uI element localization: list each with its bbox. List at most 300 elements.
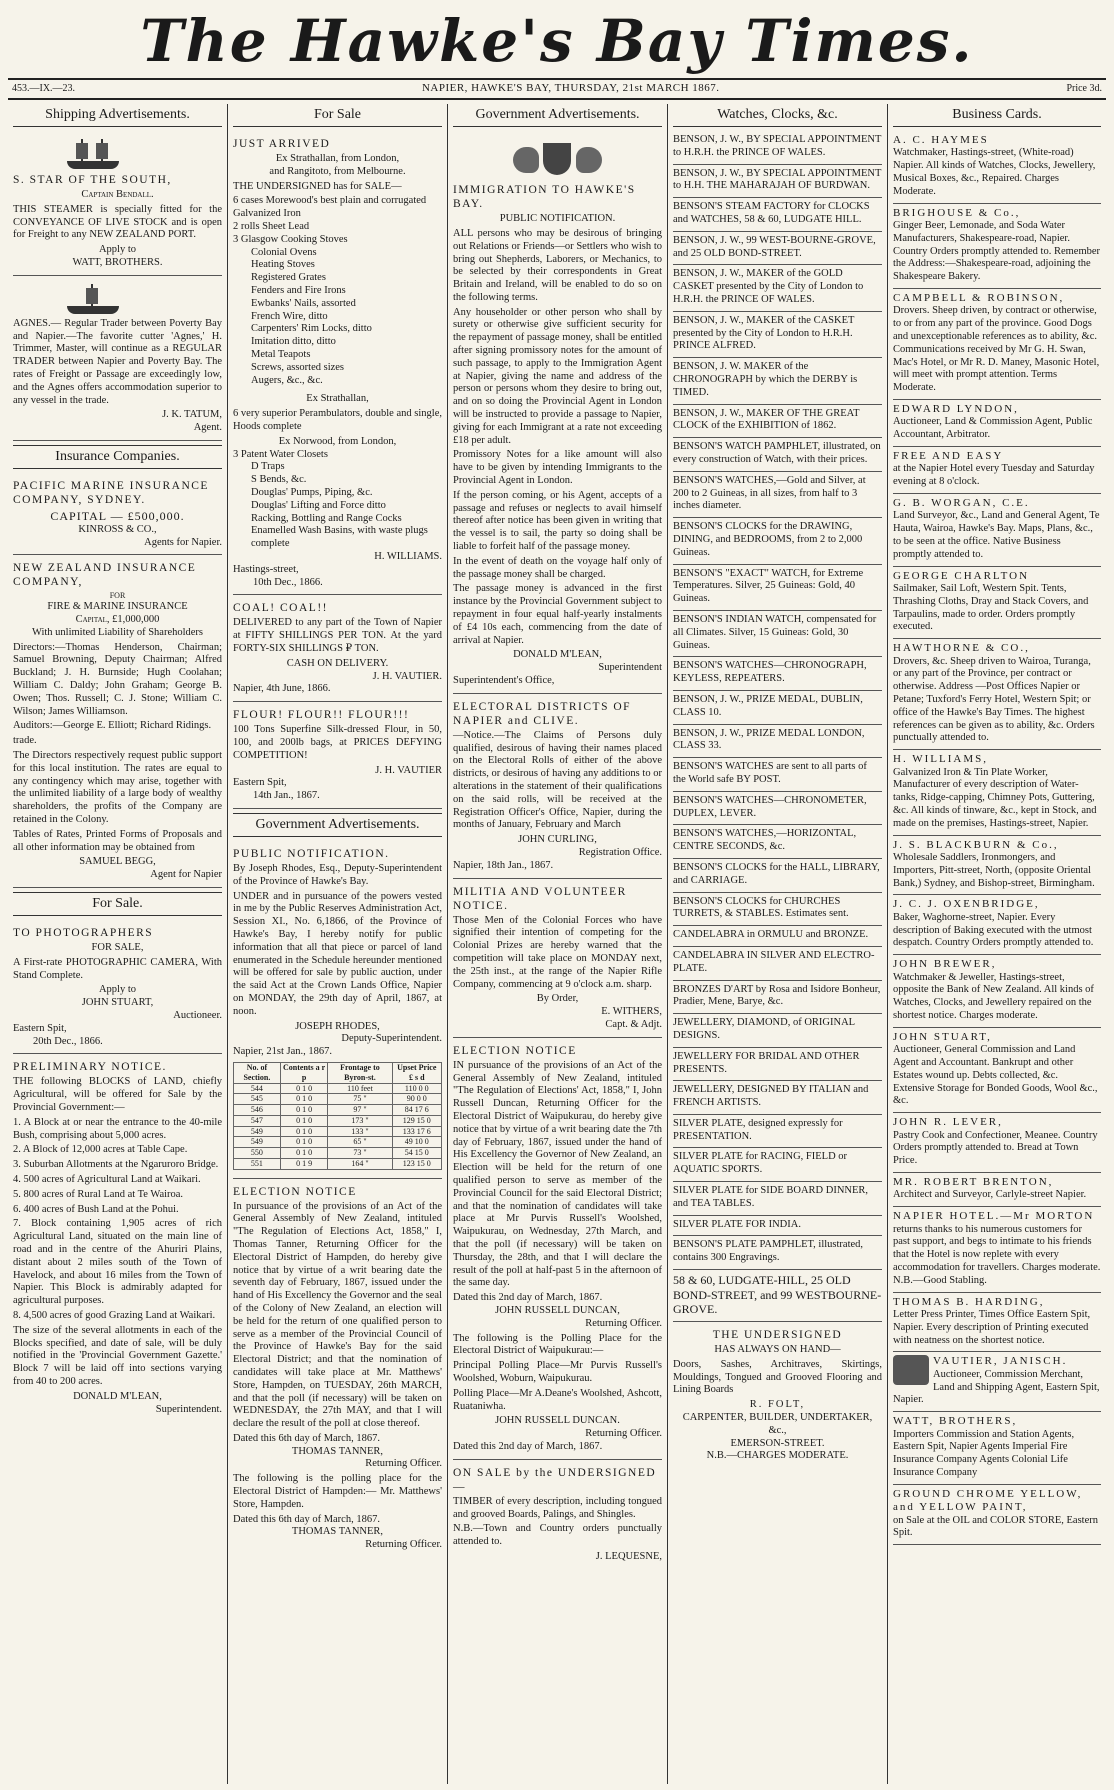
table-cell: 0 1 9 xyxy=(280,1158,328,1169)
watch-ad: BENSON'S WATCH PAMPHLET, illustrated, on every construction of Watch, with their prices. xyxy=(673,438,882,472)
columns xyxy=(8,104,1106,1784)
ad-title: MILITIA AND VOLUNTEER NOTICE. xyxy=(453,885,627,912)
masthead-title: The Hawke's Bay Times. xyxy=(140,7,974,75)
ad-body: Those Men of the Colonial Forces who have signified their intention of competing for the Colonial Prizes are hereby warned that the competition will take place on MONDAY next, the 25th inst., at the range of the Napier Rifle Company, commencing at 9 o'clock a.m. sharp. xyxy=(453,914,662,990)
ad-electoral-districts xyxy=(453,694,662,879)
ad-sign: J. K. TATUM, xyxy=(162,409,222,421)
card-name: FREE AND EASY xyxy=(893,450,1004,463)
table-cell: 551 xyxy=(234,1158,281,1169)
watch-ad: BENSON'S CLOCKS for CHURCHES TURRETS, & STABLES. Estimates sent. xyxy=(673,893,882,927)
card-name: GEORGE CHARLTON xyxy=(893,569,1030,582)
ad-preliminary-notice xyxy=(13,1054,222,1421)
watch-ad: JEWELLERY FOR BRIDAL AND OTHER PRESENTS. xyxy=(673,1048,882,1082)
card-name: JOHN R. LEVER, xyxy=(893,1116,1003,1129)
ad-body: —Notice.—The Claims of Persons duly qualified, desirous of having their names placed on the Electoral Rolls of either of the above districts, or desirous of having any additions to or alterations in the statement of their qualifications on the said rolls, will be received at the Registration Officer's Office, Napier, during the months of January, February and March xyxy=(453,729,662,831)
ad-sign: DONALD M'LEAN, xyxy=(73,1390,162,1402)
ad-body: IN pursuance of the provisions of an Act of the General Assembly of New Zealand, intituled "The Regulation of Elections' Act, 1858," I, John Russell Duncan, Returning Officer for the Electoral District of Waipukurau, do hereby give notice that by virtue of a writ bearing date the 7th day of February, 1867, issued under the hand of His Excellency the Governor of New Zealand, an Election will be held for the return of one qualified person to serve as member of the Provincial Council for the said Electoral District; and that the nomination of candidates will take place at Mr Purvis Russell's Woolshed, Waipukurau, on Wednesday, 27th March, and that the poll (if necessary) will be taken on Thursday, the 28th, and that I will declare the result of the poll at half-past 5 in the afternoon of the same day. xyxy=(453,1059,662,1289)
list-item: Douglas' Pumps, Piping, &c. xyxy=(251,487,373,499)
ad-capital: Capital, £1,000,000 xyxy=(75,613,160,625)
card-body: Wholesale Saddlers, Ironmongers, and Importers, Pitt-street, North, (opposite Oriental Bank,) Sydney, and Bishop-street, Birmingham. xyxy=(893,852,1095,889)
card-body: Watchmaker, Hastings-street, (White-road) Napier. All kinds of Watches, Clocks, Jewellery, Musical Boxes, &c., Repaired. Charges Moderate. xyxy=(893,147,1096,197)
table-header: Upset Price £ s d xyxy=(392,1063,441,1084)
table-cell: 0 1 0 xyxy=(280,1083,328,1094)
list-item: 3 Glasgow Cooking Stoves xyxy=(233,233,348,245)
watch-ad: BENSON'S CLOCKS for the DRAWING, DINING, and BEDROOMS, from 2 to 2,000 Guineas. xyxy=(673,518,882,564)
ad-line: Ex Strathallan, from London, xyxy=(275,153,400,165)
ad-title: PRELIMINARY NOTICE. xyxy=(13,1061,167,1074)
card-body: Ginger Beer, Lemonade, and Soda Water Manufacturers, Shakespeare-road, Napier. Country Orders promptly attended to. Remember the Address:—Shakespeare-road, adjoining the Shakespeare Bakery. xyxy=(893,220,1101,283)
section-heading-for-sale: For Sale xyxy=(233,104,442,127)
table-row xyxy=(234,1105,442,1116)
ad-title: S. STAR OF THE SOUTH, xyxy=(13,174,172,187)
ad-body: 100 Tons Superfine Silk-dressed Flour, in 50, 100, and 200lb bags, at PRICES DEFYING COMPETITION! xyxy=(233,724,442,761)
card-name: A. C. HAYMES xyxy=(893,134,989,147)
ad-star-of-the-south xyxy=(13,131,222,276)
section-heading-government: Government Advertisements. xyxy=(233,813,442,837)
ad-sign: THOMAS TANNER, xyxy=(291,1445,384,1457)
ad-title: NEW ZEALAND INSURANCE COMPANY, xyxy=(13,562,197,589)
watch-ad: BENSON'S PLATE PAMPHLET, illustrated, contains 300 Engravings. xyxy=(673,1236,882,1270)
dateline xyxy=(8,78,1106,100)
ad-body: DELIVERED to any part of the Town of Napier at FIFTY SHILLINGS PER TON. At the yard FORTY-SIX SHILLINGS ₽ TON. xyxy=(233,617,442,654)
ad-polling: The following is the Polling Place for the Electoral District of Waipukurau:— xyxy=(453,1332,662,1357)
ad-agent: WATT, BROTHERS. xyxy=(72,257,163,269)
ad-line: Ex Strathallan, xyxy=(306,393,369,405)
issue-number: 453.—IX.—23. xyxy=(12,82,76,94)
table-row xyxy=(234,1126,442,1137)
table-cell: 65 " xyxy=(328,1137,392,1148)
business-card xyxy=(893,289,1101,400)
ad-sub: FIRE & MARINE INSURANCE xyxy=(47,601,188,613)
ad-paragraph: Polling Place—Mr A.Deane's Woolshed, Ashcott, Ruataniwha. xyxy=(453,1387,662,1412)
ad-polling: The following is the polling place for the Electoral District of Hampden:— Mr. Matthews' Store, Hampden. xyxy=(233,1473,442,1510)
business-card xyxy=(893,1207,1101,1292)
card-body: Auctioneer, Commission Merchant, Land and Shipping Agent, Eastern Spit, Napier. xyxy=(893,1368,1100,1406)
ad-date: Napier, 4th June, 1866. xyxy=(233,683,331,695)
ad-title: PACIFIC MARINE INSURANCE COMPANY, SYDNEY. xyxy=(13,480,209,507)
business-card xyxy=(893,1352,1101,1412)
card-name: J. C. J. OXENBRIDGE, xyxy=(893,898,1040,911)
business-card xyxy=(893,639,1101,750)
table-cell: 110 0 0 xyxy=(392,1083,441,1094)
ad-nb: N.B.—CHARGES MODERATE. xyxy=(706,1450,849,1462)
ad-dated: Dated this 2nd day of March, 1867. xyxy=(453,1292,603,1304)
ad-title: IMMIGRATION TO HAWKE'S BAY. xyxy=(453,184,636,211)
watch-ad: JEWELLERY, DIAMOND, of ORIGINAL DESIGNS. xyxy=(673,1014,882,1048)
card-body: Baker, Waghorne-street, Napier. Every description of Baking executed with the utmost despatch. Country Orders promptly attended to. xyxy=(893,911,1094,949)
ad-role: Agents for Napier. xyxy=(144,536,222,548)
table-cell: 0 1 0 xyxy=(280,1105,328,1116)
ad-sign: JOHN RUSSELL DUNCAN, xyxy=(495,1304,620,1316)
table-row xyxy=(234,1148,442,1159)
watch-ad: JEWELLERY, DESIGNED BY ITALIAN and FRENCH ARTISTS. xyxy=(673,1081,882,1115)
table-cell: 133 17 6 xyxy=(392,1126,441,1137)
column-3 xyxy=(448,104,668,1784)
ad-body: Doors, Sashes, Architraves, Skirtings, Mouldings, Tongued and Grooved Flooring and Lining Boards xyxy=(673,1358,882,1396)
schedule-table xyxy=(233,1062,442,1170)
ad-name: R. FOLT, xyxy=(749,1399,806,1411)
table-cell: 73 " xyxy=(328,1148,392,1159)
business-card xyxy=(893,955,1101,1028)
table-header: No. of Section. xyxy=(234,1063,281,1084)
table-cell: 0 1 0 xyxy=(280,1148,328,1159)
ad-paragraph: In the event of death on the voyage half only of the passage money shall be charged. xyxy=(453,555,662,580)
table-row xyxy=(234,1158,442,1169)
watch-ad: BENSON'S WATCHES,—Gold and Silver, at 200 to 2 Guineas, in all sizes, from half to 3 inches diameter. xyxy=(673,472,882,518)
ad-title: ON SALE by the UNDERSIGNED— xyxy=(453,1466,657,1493)
table-row xyxy=(234,1094,442,1105)
watch-ad: BENSON'S CLOCKS for the HALL, LIBRARY, and CARRIAGE. xyxy=(673,859,882,893)
card-body: Pastry Cook and Confectioner, Meanee. Country Orders promptly attended to. Bread at Town Price. xyxy=(893,1129,1098,1167)
ad-sign: DONALD M'LEAN, xyxy=(513,649,602,661)
ad-trade: CARPENTER, BUILDER, UNDERTAKER, &c., xyxy=(682,1411,873,1436)
ad-agnes xyxy=(13,276,222,441)
business-card xyxy=(893,1113,1101,1173)
table-cell: 550 xyxy=(234,1148,281,1159)
table-cell: 54 15 0 xyxy=(392,1148,441,1159)
price: Price 3d. xyxy=(1066,82,1102,94)
table-cell: 123 15 0 xyxy=(392,1158,441,1169)
card-name: NAPIER HOTEL.—Mr MORTON xyxy=(893,1210,1095,1223)
ad-place: Eastern Spit, xyxy=(233,777,287,789)
watch-ad: BENSON'S "EXACT" WATCH, for Extreme Temperatures. Silver, 25 Guineas: Gold, 40 Guineas. xyxy=(673,565,882,611)
section-heading-watches: Watches, Clocks, &c. xyxy=(673,104,882,127)
list-item: Ewbanks' Nails, assorted xyxy=(251,297,356,309)
table-header: Contents a r p xyxy=(280,1063,328,1084)
ad-title: FLOUR! FLOUR!! FLOUR!!! xyxy=(233,709,410,722)
list-item: Carpenters' Rim Locks, ditto xyxy=(251,323,372,335)
ad-just-arrived xyxy=(233,131,442,595)
card-body: Auctioneer, General Commission and Land Agent and Accountant. Bankrupt and other Estates wound up. Debts collected, &c. Extensive Storage for Bonded Goods, Wool &c., &c. xyxy=(893,1044,1098,1107)
card-name: VAUTIER, JANISCH. xyxy=(933,1355,1068,1368)
ad-title: PUBLIC NOTIFICATION. xyxy=(233,848,390,861)
column-1 xyxy=(8,104,228,1784)
ad-intro: THE following BLOCKS of LAND, chiefly Agricultural, will be offered for Sale by the Provincial Government:— xyxy=(13,1076,222,1113)
ad-sign: J. H. VAUTIER xyxy=(375,764,442,776)
ad-trade: trade. xyxy=(13,735,37,747)
card-name: H. WILLIAMS, xyxy=(893,753,988,766)
business-card xyxy=(893,1293,1101,1353)
business-card xyxy=(893,204,1101,289)
ad-role: Registration Office. xyxy=(578,847,662,858)
ad-new-zealand-insurance xyxy=(13,555,222,888)
ad-sub: PUBLIC NOTIFICATION. xyxy=(499,213,616,225)
card-body: Sailmaker, Sail Loft, Western Spit. Tents, Thrashing Cloths, Dray and Stack Covers, and Tarpaulins, made to order. Orders promptly executed. xyxy=(893,583,1089,633)
column-4 xyxy=(668,104,888,1784)
ad-captain: Captain Bendall. xyxy=(81,189,154,201)
ad-timber xyxy=(453,1460,662,1569)
date-place: NAPIER, HAWKE'S BAY, THURSDAY, 21st MARCH 1867. xyxy=(421,82,720,95)
watch-ad: BENSON, J. W., MAKER of the GOLD CASKET presented by the City of London to H.R.H. the PRINCE OF WALES. xyxy=(673,265,882,311)
list-item: Registered Grates xyxy=(251,272,326,284)
ad-apply: Apply to xyxy=(98,984,137,996)
list-item: Augers, &c., &c. xyxy=(251,374,323,386)
list-item: 2 rolls Sheet Lead xyxy=(233,221,310,233)
ad-sign: E. WITHERS, xyxy=(601,1006,662,1018)
watch-ad: BENSON, J. W., MAKER of the CASKET presented by the City of London to H.R.H. PRINCE ALFRED. xyxy=(673,312,882,358)
ad-paragraph: The passage money is advanced in the first instance by the Provincial Government subject to repayment in four equal half-yearly instalments of £4 10s each, commencing from the date of arrival at Napier. xyxy=(453,583,662,646)
watch-ad: SILVER PLATE, designed expressly for PRESENTATION. xyxy=(673,1115,882,1149)
list-item: 2. A Block of 12,000 acres at Table Cape. xyxy=(13,1144,188,1156)
table-row xyxy=(234,1083,442,1094)
ad-sign: J. LEQUESNE, xyxy=(595,1550,662,1562)
list-item: 3. Suburban Allotments at the Ngaruroro Bridge. xyxy=(13,1159,219,1171)
table-cell: 545 xyxy=(234,1094,281,1105)
ad-sub: FOR SALE, xyxy=(91,941,144,953)
watch-ad: BENSON, J. W., PRIZE MEDAL, DUBLIN, CLASS 10. xyxy=(673,691,882,725)
watch-ad: BENSON, J. W., MAKER OF THE GREAT CLOCK of the EXHIBITION of 1862. xyxy=(673,405,882,439)
ad-paragraph: Any householder or other person who shall by surety or otherwise give sufficient security for the repayment of passage money, shall be entitled after signing promissory notes for the amount of such passage, to apply to the Immigration Agent at Napier, giving the name and address of the person or persons whom they desire to bring out, and on so doing the Provincial Agent in London will be instructed to provide a passage to Napier, giving for each Immigrant at a rate not exceeding £18 per adult. xyxy=(453,306,662,446)
business-card xyxy=(893,447,1101,494)
ad-title: ELECTION NOTICE xyxy=(233,1185,357,1198)
ad-place: Eastern Spit, xyxy=(13,1022,67,1034)
ad-pacific-marine xyxy=(13,473,222,555)
watch-ad: CANDELABRA IN SILVER AND ELECTRO-PLATE. xyxy=(673,947,882,981)
ad-place: Hastings-street, xyxy=(233,563,299,575)
card-name: JOHN STUART, xyxy=(893,1030,992,1043)
business-card xyxy=(893,400,1101,447)
table-cell: 0 1 0 xyxy=(280,1137,328,1148)
ad-agent: SAMUEL BEGG, xyxy=(79,856,156,868)
business-card xyxy=(893,567,1101,640)
ad-sign: J. H. VAUTIER. xyxy=(372,670,442,682)
ad-date: 14th Jan., 1867. xyxy=(253,790,320,802)
list-item: Enamelled Wash Basins, with waste plugs complete xyxy=(251,525,428,550)
list-item: French Wire, ditto xyxy=(251,310,328,322)
ad-body: 6 very superior Perambulators, double and single, Hoods complete xyxy=(233,408,442,433)
card-body: Drovers, &c. Sheep driven to Wairoa, Turanga, or any part of the Province, per contract or otherwise. Address —Post Offices Napier or Petane; Tuxford's Ferry Hotel, Western Spit; or office of the Hawke's Bay Times. The highest references can be given as to ability, &c. Orders punctually attended to. xyxy=(893,655,1095,744)
section-heading-business-cards: Business Cards. xyxy=(893,104,1101,127)
column-5 xyxy=(888,104,1106,1784)
watch-ad-address: 58 & 60, LUDGATE-HILL, 25 OLD BOND-STREET, and 99 WESTBOURNE-GROVE. xyxy=(673,1270,882,1322)
card-name: MR. ROBERT BRENTON, xyxy=(893,1175,1054,1188)
ad-tables: Tables of Rates, Printed Forms of Proposals and all other information may be obtained from xyxy=(13,828,222,853)
ship-icon xyxy=(63,282,123,316)
ad-flour xyxy=(233,702,442,809)
watch-ad: SILVER PLATE for RACING, FIELD or AQUATIC SPORTS. xyxy=(673,1148,882,1182)
ad-intro: THE UNDERSIGNED has for SALE— xyxy=(233,180,402,192)
watch-ad: BENSON'S WATCHES—CHRONOMETER, DUPLEX, LEVER. xyxy=(673,792,882,826)
list-item: 7. Block containing 1,905 acres of rich Agricultural Land, situated on the main line of road and in the centre of the Ahuriri Plains, distant about 2 miles south of the Town of Havelock, and about 16 miles from the Town of Napier. This Block is admirably adapted for agricultural purposes. xyxy=(13,1218,222,1307)
table-cell: 549 xyxy=(234,1137,281,1148)
ad-capital: CAPITAL — £500,000. xyxy=(50,509,185,524)
business-card xyxy=(893,750,1101,835)
card-body: Land Surveyor, &c., Land and General Agent, Te Hauta, Wairoa, Hawke's Bay. Maps, Plans, &c., to be seen at the office. Native Business promptly attended to. xyxy=(893,510,1100,560)
watch-ad: BENSON, J. W., PRIZE MEDAL LONDON, CLASS 33. xyxy=(673,725,882,759)
ad-body: THIS STEAMER is specially fitted for the CONVEYANCE OF LIVE STOCK and is open for Freight to any NEW ZEALAND PORT. xyxy=(13,203,222,241)
list-item: Colonial Ovens xyxy=(251,246,317,258)
ad-sign: JOHN RUSSELL DUNCAN. xyxy=(495,1415,620,1427)
table-cell: 544 xyxy=(234,1083,281,1094)
ad-paragraph: ALL persons who may be desirous of bringing out Relations or Friends—or Settlers who wish to bring out Shepherds, Laborers, or Mechanics, to be selected by their correspondents in Great Britain and Ireland, will be enabled to do so on the following terms. xyxy=(453,227,662,303)
watch-ad: BENSON, J. W., 99 WEST-BOURNE-GROVE, and 25 OLD BOND-STREET. xyxy=(673,232,882,266)
ad-folt xyxy=(673,1322,882,1468)
ad-title: ELECTION NOTICE xyxy=(453,1044,577,1057)
table-cell: 164 " xyxy=(328,1158,392,1169)
watch-ad: BENSON'S INDIAN WATCH, compensated for all Climates. Silver, 15 Guineas: Gold, 30 Guineas. xyxy=(673,611,882,657)
watch-ad: SILVER PLATE for SIDE BOARD DINNER, and TEA TABLES. xyxy=(673,1182,882,1216)
table-cell: 0 1 0 xyxy=(280,1126,328,1137)
section-heading-shipping: Shipping Advertisements. xyxy=(13,104,222,127)
royal-crest-icon xyxy=(498,139,618,179)
table-row xyxy=(234,1115,442,1126)
card-body: at the Napier Hotel every Tuesday and Saturday evening at 8 o'clock. xyxy=(893,463,1095,488)
watch-ad: BENSON'S STEAM FACTORY for CLOCKS and WATCHES, 58 & 60, LUDGATE HILL. xyxy=(673,198,882,232)
ad-line: Ex Norwood, from London, xyxy=(278,435,397,447)
ad-dated: Dated this 6th day of March, 1867. xyxy=(233,1432,380,1444)
ad-role: Superintendent. xyxy=(155,1403,222,1415)
card-name: G. B. WORGAN, C.E. xyxy=(893,497,1030,510)
watch-ad: BRONZES D'ART by Rosa and Isidore Bonheur, Pradier, Mene, Barye, &c. xyxy=(673,981,882,1015)
ad-sign: JOSEPH RHODES, xyxy=(295,1020,380,1032)
list-item: 5. 800 acres of Rural Land at Te Wairoa. xyxy=(13,1188,184,1200)
section-heading-government: Government Advertisements. xyxy=(453,104,662,127)
table-cell: 173 " xyxy=(328,1115,392,1126)
business-card xyxy=(893,1412,1101,1485)
ad-liability: With unlimited Liability of Shareholders xyxy=(31,626,204,638)
ad-body: The Directors respectively request public support for this local institution. The rates are equal to any contingency which may arise, together with the unlimited liability of a large body of wealthy shareholders, the profits of the Company are retained in the Colony. xyxy=(13,749,222,825)
ad-coal xyxy=(233,595,442,702)
card-name: GROUND CHROME YELLOW, and YELLOW PAINT, xyxy=(893,1487,1083,1514)
list-item: 3 Patent Water Closets xyxy=(233,448,328,460)
watch-ad: SILVER PLATE FOR INDIA. xyxy=(673,1216,882,1237)
ad-role: Agent for Napier xyxy=(150,869,222,881)
business-card xyxy=(893,1485,1101,1545)
ad-militia xyxy=(453,879,662,1038)
table-cell: 49 10 0 xyxy=(392,1137,441,1148)
card-body: Auctioneer, Land & Commission Agent, Public Accountant, Arbitrator. xyxy=(893,416,1093,441)
table-header: Frontage to Byron-st. xyxy=(328,1063,392,1084)
ad-date: Napier, 21st Jan., 1867. xyxy=(233,1046,333,1058)
ad-photographers xyxy=(13,920,222,1054)
ad-dated: Dated this 6th day of March, 1867. xyxy=(233,1513,380,1525)
section-heading-for-sale: For Sale. xyxy=(13,892,222,916)
list-item: Screws, assorted sizes xyxy=(251,361,345,373)
ad-nb: N.B.—Town and Country orders punctually attended to. xyxy=(453,1523,662,1548)
list-item: 4. 500 acres of Agricultural Land at Waikari. xyxy=(13,1173,201,1185)
card-name: WATT, BROTHERS, xyxy=(893,1415,1018,1428)
section-heading-insurance: Insurance Companies. xyxy=(13,445,222,469)
ad-role: Returning Officer. xyxy=(365,1458,442,1470)
ad-apply: Apply to xyxy=(98,244,137,256)
card-body: Watchmaker & Jeweller, Hastings-street, opposite the Bank of New Zealand. All kinds of Watches, Clocks, and Jewellery repaired on the shortest notice. Charges moderate. xyxy=(893,971,1094,1021)
ad-dated: Dated this 2nd day of March, 1867. xyxy=(453,1440,603,1452)
list-item: Douglas' Lifting and Force ditto xyxy=(251,499,386,511)
ad-title: TO PHOTOGRAPHERS xyxy=(13,926,154,939)
table-cell: 97 " xyxy=(328,1105,392,1116)
business-card xyxy=(893,131,1101,204)
table-cell: 110 feet xyxy=(328,1083,392,1094)
column-2 xyxy=(228,104,448,1784)
card-name: CAMPBELL & ROBINSON, xyxy=(893,292,1065,305)
ad-date: 10th Dec., 1866. xyxy=(253,576,323,588)
ad-title: ELECTORAL DISTRICTS OF NAPIER and CLIVE. xyxy=(453,700,632,727)
card-body: on Sale at the OIL and COLOR STORE, Eastern Spit. xyxy=(893,1514,1099,1539)
ad-paragraph: Promissory Notes for a like amount will also have to be given by intending Immigrants to the Provincial Agent in London. xyxy=(453,449,662,487)
ad-by: By Joseph Rhodes, Esq., Deputy-Superintendent of the Province of Hawke's Bay. xyxy=(233,863,442,887)
table-cell: 133 " xyxy=(328,1126,392,1137)
ad-body: UNDER and in pursuance of the powers vested in me by the Public Reserves Administration Act, Session XI., No. 6,1866, of the Province of Hawke's Bay, I hereby notify for public information that all that piece or parcel of land enumerated in the Schedule hereunder mentioned will be offered for sale by public auction, under the said Act at the Crown Lands Office, Napier on MONDAY, the 29th day of April, 1867, at noon. xyxy=(233,890,442,1017)
ad-role: Auctioneer. xyxy=(173,1009,222,1021)
card-name: THOMAS B. HARDING, xyxy=(893,1295,1045,1308)
watch-ad: BENSON'S WATCHES—CHRONOGRAPH, KEYLESS, REPEATERS. xyxy=(673,657,882,691)
watch-ad: CANDELABRA in ORMULU and BRONZE. xyxy=(673,926,882,947)
ad-role: Returning Officer. xyxy=(585,1428,662,1440)
watch-ad: BENSON, J. W. MAKER of the CHRONOGRAPH by which the DERBY is TIMED. xyxy=(673,358,882,404)
list-item: Heating Stoves xyxy=(251,259,315,271)
card-name: BRIGHOUSE & Co., xyxy=(893,206,1021,219)
card-body: Architect and Surveyor, Carlyle-street Napier. xyxy=(893,1189,1087,1201)
list-item: Fenders and Fire Irons xyxy=(251,285,346,297)
ad-role: Returning Officer. xyxy=(585,1317,662,1329)
list-item: 6. 400 acres of Bush Land at the Pohui. xyxy=(13,1203,179,1215)
ad-for: FOR xyxy=(109,591,126,601)
ad-agent: KINROSS & CO., xyxy=(78,523,157,535)
table-cell: 549 xyxy=(234,1126,281,1137)
ad-body: TIMBER of every description, including tongued and grooved Boards, Palings, and Shingles. xyxy=(453,1495,662,1520)
list-item: 6 cases Morewood's best plain and corrugated Galvanized Iron xyxy=(233,195,427,220)
ad-immigration xyxy=(453,131,662,694)
ad-role: Capt. & Adjt. xyxy=(605,1019,662,1030)
ad-outro: The size of the several allotments in each of the Blocks specified, and date of sale, will be duly notified in the 'Provincial Government Gazette.' Block 7 will be laid off into sections varying from 40 to 200 acres. xyxy=(13,1324,222,1387)
business-card xyxy=(893,895,1101,955)
business-card xyxy=(893,836,1101,896)
ad-body: AGNES.— Regular Trader between Poverty Bay and Napier.—The favorite cutter 'Agnes,' H. Trimmer, Master, will continue as a REGULAR TRADER between Napier and Poverty Bay. The rates of Freight or Passage are exceedingly low, and the Agnes offers accommodation superior to any vessel in the trade. xyxy=(13,317,222,406)
ad-role: Deputy-Superintendent. xyxy=(341,1033,442,1045)
ad-cash: CASH ON DELIVERY. xyxy=(286,657,389,669)
card-name: EDWARD LYNDON, xyxy=(893,403,1019,416)
table-cell: 84 17 6 xyxy=(392,1105,441,1116)
ad-street: EMERSON-STREET. xyxy=(730,1437,825,1449)
watch-ad: BENSON'S WATCHES,—HORIZONTAL, CENTRE SECONDS, &c. xyxy=(673,825,882,859)
card-name: JOHN BREWER, xyxy=(893,958,997,971)
ad-sign: H. WILLIAMS. xyxy=(374,551,442,562)
ad-by: By Order, xyxy=(536,993,579,1005)
ad-sign: JOHN CURLING, xyxy=(518,834,597,846)
card-body: Galvanized Iron & Tin Plate Worker, Manufacturer of every description of Water-tanks, Ridge-capping, Chimney Pots, Guttering, &c. All kinds of tinware, &c., kept in Stock, and made on the premises, Hastings-street, Napier. xyxy=(893,766,1097,829)
ship-icon xyxy=(63,137,123,171)
table-cell: 75 " xyxy=(328,1094,392,1105)
ad-election-waipukurau xyxy=(453,1038,662,1460)
ad-sub: HAS ALWAYS ON HAND— xyxy=(714,1343,841,1355)
card-body: returns thanks to his numerous customers for past support, and begs to intimate to his friends that the Hotel is now replete with every accommodation for travellers. Charges moderate. N.B.—Good Stabling. xyxy=(893,1223,1101,1286)
ad-title: COAL! COAL!! xyxy=(233,602,328,615)
business-card xyxy=(893,1028,1101,1113)
card-body: Letter Press Printer, Times Office Eastern Spit, Napier. Every description of Printing executed with neatness on the shortest notice. xyxy=(893,1308,1091,1346)
table-cell: 0 1 0 xyxy=(280,1115,328,1126)
list-item: Metal Teapots xyxy=(251,349,311,361)
ad-line: and Rangitoto, from Melbourne. xyxy=(269,165,406,177)
list-item: D Traps xyxy=(251,461,285,473)
ad-directors: Directors:—Thomas Henderson, Chairman; Samuel Browning, Deputy Chairman; Alfred Buckland; J. H. Burnside; Hugh Coolahan; William C. Daldy; John Graham; George B. Owen; Thos. Russell; C. J. Stone; William C. Wilson; James Williamson. xyxy=(13,641,222,717)
ad-paragraph: Principal Polling Place—Mr Purvis Russell's Woolshed, Woburn, Waipukurau. xyxy=(453,1360,662,1384)
ad-date: 20th Dec., 1866. xyxy=(33,1035,103,1047)
watch-ad: BENSON'S WATCHES are sent to all parts of the World safe BY POST. xyxy=(673,758,882,792)
ad-title: JUST ARRIVED xyxy=(233,138,331,151)
ad-public-notification xyxy=(233,841,442,1178)
ad-sign: THOMAS TANNER, xyxy=(291,1526,384,1538)
table-cell: 0 1 0 xyxy=(280,1094,328,1105)
ad-name: JOHN STUART, xyxy=(81,997,154,1009)
list-item: Imitation ditto, ditto xyxy=(251,336,336,348)
business-card xyxy=(893,1173,1101,1207)
ad-title: THE UNDERSIGNED xyxy=(712,1328,843,1341)
list-item: S Bends, &c. xyxy=(251,474,307,486)
ad-role: Superintendent xyxy=(598,662,662,674)
card-body: Importers Commission and Station Agents, Eastern Spit, Napier Agents Imperial Fire Insurance Company Agents Colonial Life Insurance Company xyxy=(893,1428,1075,1478)
table-row xyxy=(234,1137,442,1148)
ad-election-hampden xyxy=(233,1179,442,1558)
